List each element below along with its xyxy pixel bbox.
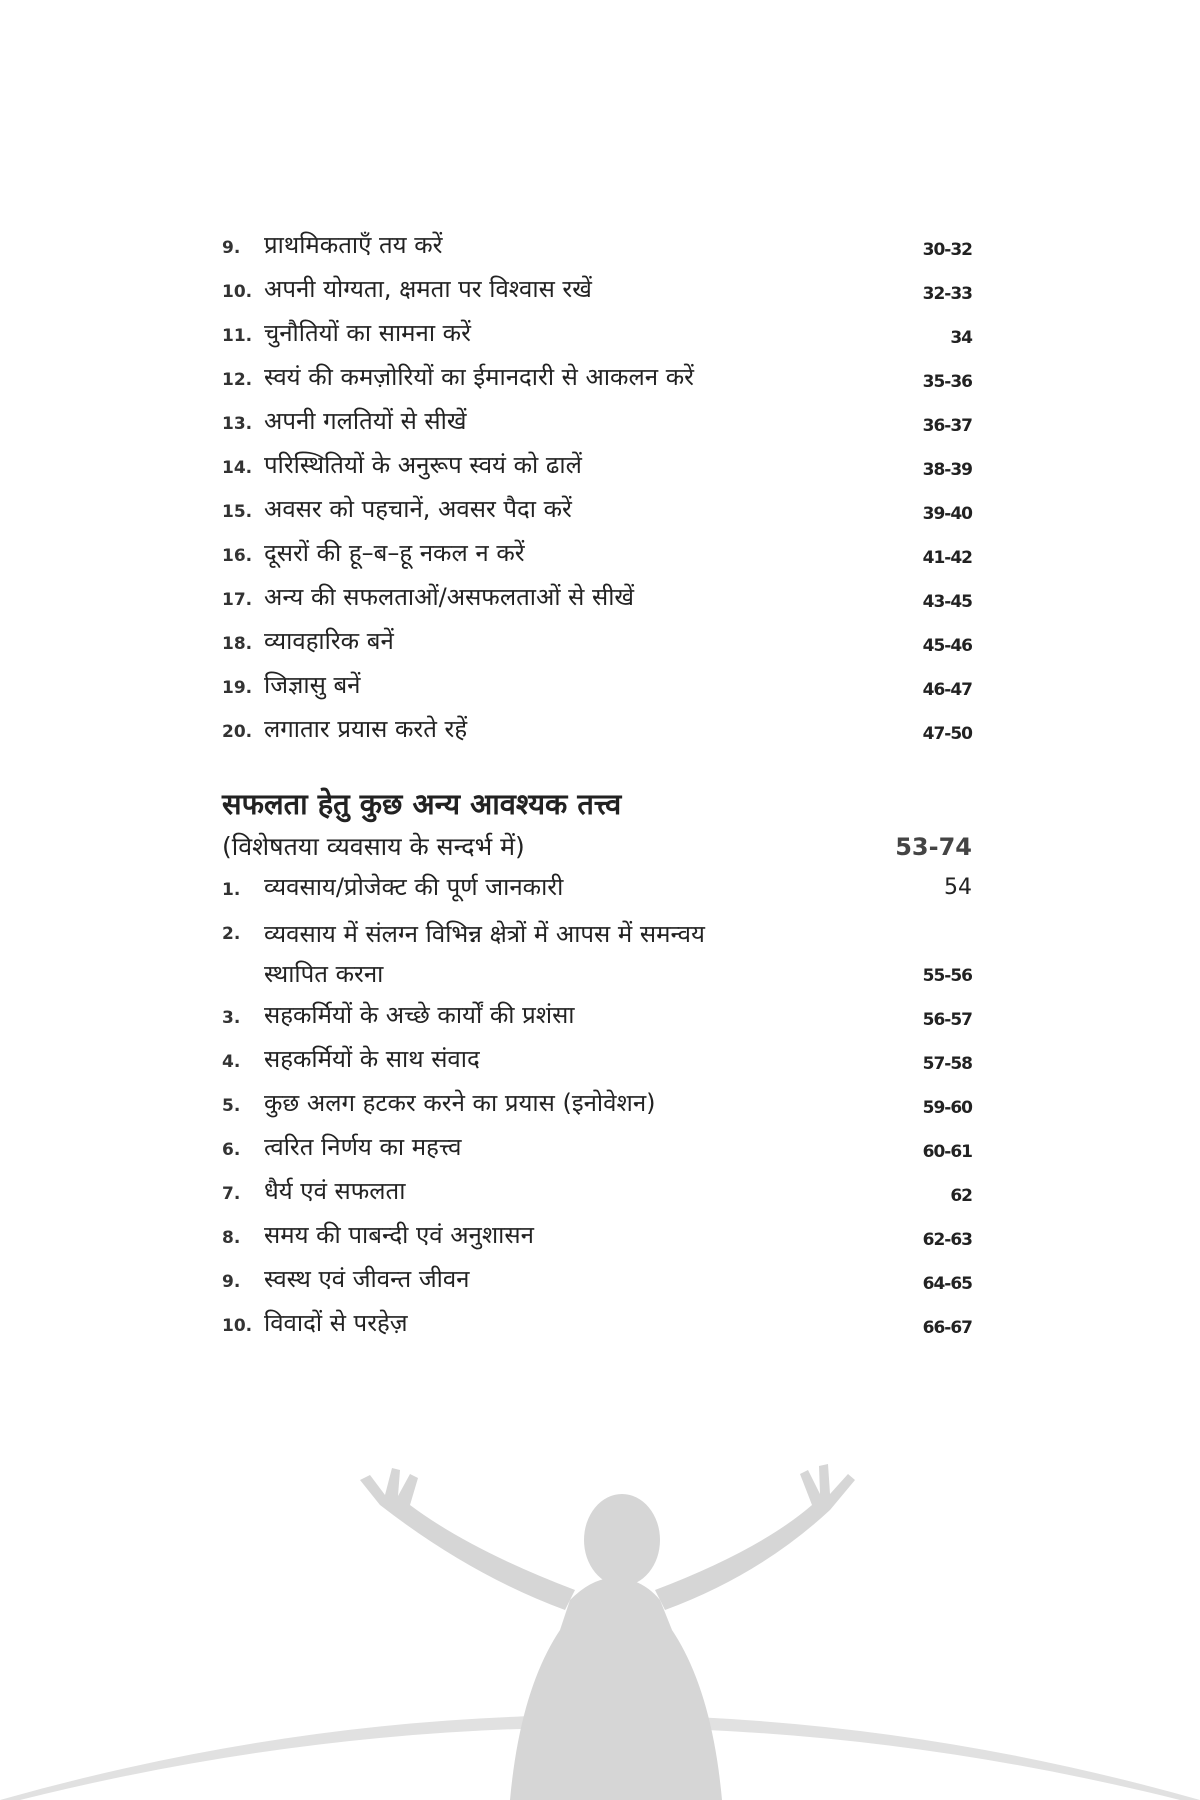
entry-page: 39-40 [922,504,972,524]
entry-number: 19. [222,678,253,698]
entry-page: 30-32 [922,240,972,260]
toc-entry [222,712,972,756]
entry-number: 11. [222,326,253,346]
toc-entry [222,1306,972,1350]
entry-number: 1. [222,880,241,900]
entry-page: 47-50 [922,724,972,744]
toc-list-part1 [222,228,972,756]
entry-title: स्वयं की कमज़ोरियों का ईमानदारी से आकलन करें [264,363,694,391]
entry-title: अपनी योग्यता, क्षमता पर विश्वास रखें [264,275,592,303]
entry-title-line1: व्यवसाय में संलग्न विभिन्न क्षेत्रों में आपस में समन्वय [264,920,705,948]
entry-page: 57-58 [922,1054,972,1074]
entry-page: 43-45 [922,592,972,612]
entry-page: 56-57 [922,1010,972,1030]
entry-page: 45-46 [922,636,972,656]
entry-page: 64-65 [922,1274,972,1294]
toc-entry [222,272,972,316]
entry-number: 6. [222,1140,241,1160]
entry-page: 35-36 [922,372,972,392]
toc-entry [222,492,972,536]
toc-entry [222,624,972,668]
section-heading: सफलता हेतु कुछ अन्य आवश्यक तत्त्व [222,787,622,821]
entry-number: 14. [222,458,253,478]
entry-title: चुनौतियों का सामना करें [264,319,471,347]
entry-title: जिज्ञासु बनें [264,671,361,699]
toc-entry [222,998,972,1042]
entry-title [264,914,882,994]
entry-number: 9. [222,238,241,258]
entry-page: 32-33 [922,284,972,304]
entry-number: 8. [222,1228,241,1248]
entry-page: 41-42 [922,548,972,568]
entry-number: 16. [222,546,253,566]
entry-title: अपनी गलतियों से सीखें [264,407,467,435]
entry-page: 55-56 [922,966,972,986]
toc-list-part2 [222,870,972,1350]
toc-entry [222,1262,972,1306]
toc-entry [222,536,972,580]
entry-page: 36-37 [922,416,972,436]
toc-section-2 [222,784,972,1350]
entry-title: दूसरों की हू–ब–हू नकल न करें [264,539,525,567]
entry-number: 10. [222,1316,253,1336]
toc-entry [222,1042,972,1086]
entry-page: 62-63 [922,1230,972,1250]
entry-number: 15. [222,502,253,522]
entry-title: व्यवसाय/प्रोजेक्ट की पूर्ण जानकारी [264,873,564,901]
toc-entry [222,316,972,360]
entry-title: सहकर्मियों के साथ संवाद [264,1045,480,1073]
entry-number: 17. [222,590,253,610]
entry-title: सहकर्मियों के अच्छे कार्यों की प्रशंसा [264,1001,575,1029]
entry-title-line2: स्थापित करना [264,960,384,988]
toc-entry [222,1174,972,1218]
entry-number: 10. [222,282,253,302]
toc-entry [222,228,972,272]
entry-number: 3. [222,1008,241,1028]
entry-number: 7. [222,1184,241,1204]
toc-entry [222,404,972,448]
entry-number: 2. [222,924,241,944]
entry-page: 60-61 [922,1142,972,1162]
section-subheading: (विशेषतया व्यवसाय के सन्दर्भ में) [222,832,525,861]
person-silhouette-illustration [0,1450,1200,1800]
toc-entry [222,1218,972,1262]
entry-page: 54 [944,875,972,900]
entry-number: 5. [222,1096,241,1116]
entry-title: कुछ अलग हटकर करने का प्रयास (इनोवेशन) [264,1089,656,1117]
toc-entry [222,360,972,404]
entry-page: 62 [950,1186,972,1206]
table-of-contents [222,228,972,1350]
toc-entry [222,580,972,624]
entry-number: 9. [222,1272,241,1292]
entry-number: 13. [222,414,253,434]
entry-page: 38-39 [922,460,972,480]
entry-title: लगातार प्रयास करते रहें [264,715,468,743]
entry-title: धैर्य एवं सफलता [264,1177,406,1205]
entry-page: 59-60 [922,1098,972,1118]
entry-number: 20. [222,722,253,742]
entry-title: स्वस्थ एवं जीवन्त जीवन [264,1265,470,1293]
entry-title: त्वरित निर्णय का महत्त्व [264,1133,462,1161]
entry-title: विवादों से परहेज़ [264,1309,408,1337]
toc-entry [222,448,972,492]
entry-title: अवसर को पहचानें, अवसर पैदा करें [264,495,572,523]
toc-entry [222,870,972,914]
entry-number: 18. [222,634,253,654]
entry-number: 12. [222,370,253,390]
toc-entry [222,914,972,998]
section-subheading-row [222,824,972,870]
entry-title: अन्य की सफलताओं/असफलताओं से सीखें [264,583,635,611]
entry-title: परिस्थितियों के अनुरूप स्वयं को ढालें [264,451,582,479]
section-page-range: 53-74 [895,833,972,861]
toc-entry [222,668,972,712]
entry-title: समय की पाबन्दी एवं अनुशासन [264,1221,534,1249]
entry-page: 66-67 [922,1318,972,1338]
entry-page: 34 [950,328,972,348]
toc-entry [222,1086,972,1130]
entry-page: 46-47 [922,680,972,700]
entry-title: प्राथमिकताएँ तय करें [264,231,443,259]
entry-title: व्यावहारिक बनें [264,627,394,655]
entry-number: 4. [222,1052,241,1072]
toc-entry [222,1130,972,1174]
